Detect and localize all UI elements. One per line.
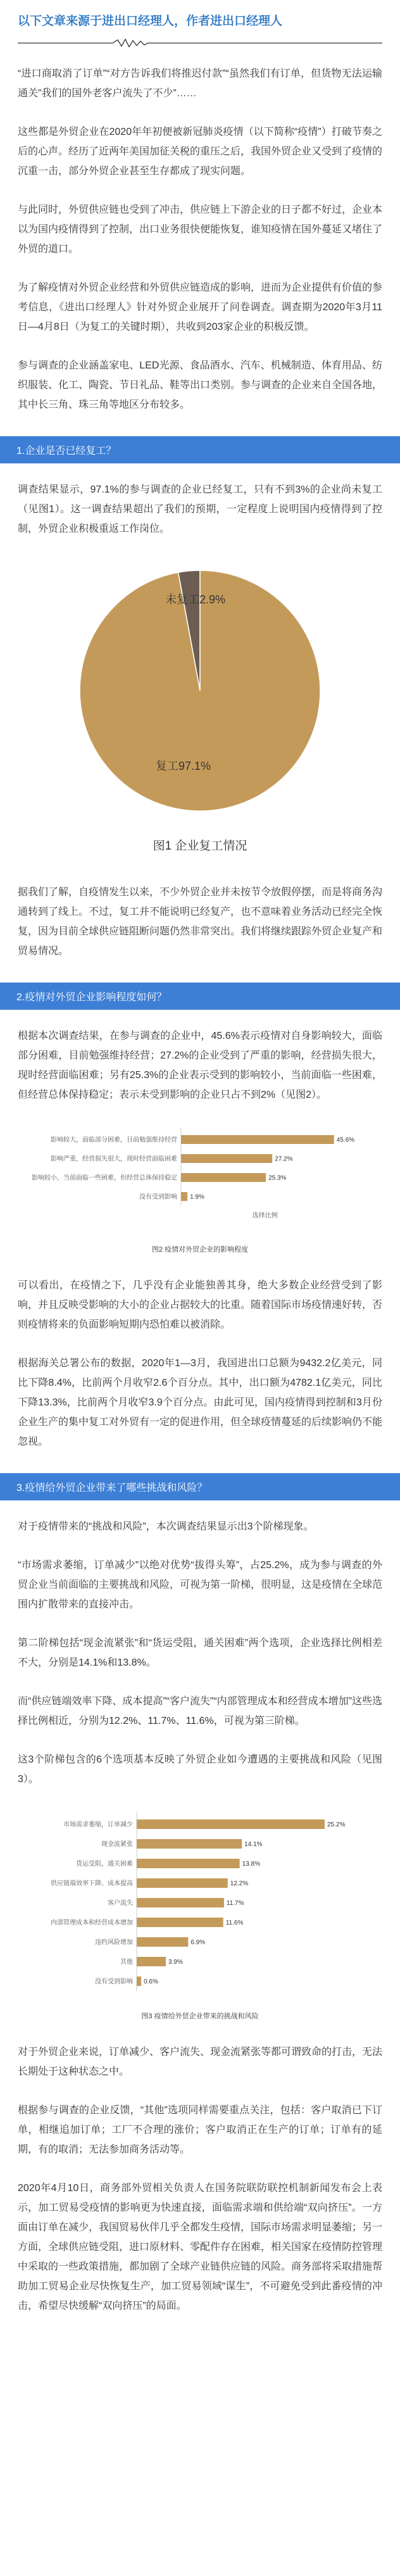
intro-paragraph-4: 为了解疫情对外贸企业经营和外贸供应链造成的影响，进而为企业提供有价值的参考信息，《进出口经理人》针对外贸企业展开了问卷调查。调查期为2020年3月11日—4月8日（为复工的关键时期），共收到203家企业的积极反馈。 (18, 282, 383, 332)
bar-1 (181, 1154, 272, 1163)
bar-5 (137, 1918, 223, 1927)
bar-8 (137, 1976, 141, 1986)
bar-category-label-0: 影响较大，面临部分困难，目前勉强维持经营 (51, 1136, 177, 1144)
bar-chart-challenges (16, 1808, 384, 1998)
section-3-heading: 3.疫情给外贸企业带来了哪些挑战和风险？ (0, 1473, 400, 1500)
pie-label-not-resumed: 未复工2.9% (165, 593, 226, 606)
intro-paragraph-3: 与此同时，外贸供应链也受到了冲击，供应链上下游企业的日子都不好过，企业本以为国内疫情得到了控制，出口业务很快便能恢复，谁知疫情在国外蔓延又堵住了外贸的道口。 (18, 204, 383, 254)
section-1-paragraph-2: 据我们了解，自疫情发生以来，不少外贸企业并未按节令放假停摆，而是将商务沟通转到了线上。不过，复工并不能说明已经复产，也不意味着业务活动已经完全恢复，因为目前全球供应链阻断问题仍然非常突出。我们将继续跟踪外贸企业复产和贸易情况。 (18, 887, 383, 957)
section-3-paragraph-6: 对于外贸企业来说，订单减少、客户流失、现金流紧张等都可谓致命的打击，无法长期处于这种状态之中。 (18, 2047, 383, 2077)
bar-1 (137, 1839, 242, 1849)
bar-value-label-0: 45.6% (336, 1136, 355, 1144)
bar-category-label-0: 市场需求萎缩，订单减少 (63, 1821, 133, 1828)
bar-category-label-2: 影响较小，当前面临一些困难，但经营总体保持稳定 (32, 1174, 177, 1182)
bar-chart-impact (23, 1124, 377, 1231)
bar-value-label-1: 14.1% (244, 1841, 263, 1848)
section-2-paragraph-3: 根据海关总署公布的数据，2020年1—3月，我国进出口总额为9432.2亿美元，同比下降8.4%，比前两个月收窄2.6个百分点。其中，出口额为4782.1亿美元，同比下降13.3%，比前两个月收窄3.9个百分点。由此可见，国内疫情得到控制和3月份企业生产的集中复工对外贸有一定的促进作用，但全球疫情蔓延的后续影响仍不能忽视。 (18, 1358, 383, 1447)
source-header (0, 0, 400, 34)
bar-4 (137, 1898, 224, 1907)
bar-category-label-6: 违约风险增加 (95, 1939, 133, 1946)
bar-value-label-1: 27.2% (275, 1155, 293, 1163)
intro-paragraph-2-text: 这些都是外贸企业在2020年年初便被新冠肺炎疫情（以下简称“疫情”）打破节奏之后的心声。经历了近两年美国加征关税的重压之后，我国外贸企业又受到了疫情的沉重一击，部分外贸企业甚至生存都成了现实问题。 (18, 127, 383, 177)
section-2-paragraph-2: 可以看出，在疫情之下，几乎没有企业能独善其身，绝大多数企业经营受到了影响，并且反映受影响的大小的企业占据较大的比重。随着国际市场疫情速好转，否则疫情将来的负面影响短期内恐怕难以被消除。 (18, 1280, 383, 1330)
section-3-paragraph-5: 这3个阶梯包含的6个选项基本反映了外贸企业如今遭遇的主要挑战和风险（见图3）。 (18, 1754, 382, 1785)
bar-category-label-1: 影响严重，经营损失很大，现时经营面临困难 (51, 1155, 177, 1163)
source-title[interactable]: 以下文章来源于进出口经理人，作者进出口经理人 (18, 15, 283, 28)
bar-category-label-3: 供应链端效率下降、成本提高 (51, 1880, 133, 1887)
figure-2-caption: 图2 疫情对外贸企业的影响程度 (151, 1246, 249, 1253)
bar-value-label-6: 6.9% (191, 1939, 206, 1946)
bar-category-label-3: 没有受到影响 (139, 1193, 177, 1201)
bar-3 (137, 1878, 228, 1888)
section-1-heading: 1.企业是否已经复工？ (0, 436, 400, 463)
section-3-paragraph-2: “市场需求萎缩，订单减少”以绝对优势“拔得头筹”，占25.2%，成为参与调查的外贸企业当前面临的主要挑战和风险，可视为第一阶梯，很明显，这是疫情在全球范围内扩散带来的直接冲击。 (18, 1560, 383, 1610)
pie-chart-resumption (67, 558, 333, 824)
bar-x-axis-label: 选择比例 (252, 1212, 278, 1219)
bar-category-label-5: 内部管理成本和经营成本增加 (51, 1919, 133, 1926)
section-3-paragraph-4: 而“供应链端效率下降、成本提高”“客户流失”“内部管理成本和经营成本增加”这些选择比例相近，分别为12.2%、11.7%、11.6%，可视为第三阶梯。 (18, 1696, 382, 1726)
intro-paragraph-2 (0, 122, 400, 181)
bar-value-label-5: 11.6% (225, 1919, 244, 1926)
bar-3 (181, 1192, 187, 1201)
bar-category-label-1: 现金流紧张 (101, 1841, 133, 1848)
section-2-paragraph-1: 根据本次调查结果，在参与调查的企业中，45.6%表示疫情对自身影响较大，面临部分困难，目前勉强维持经营；27.2%的企业受到了严重的影响，经营损失很大，现时经营面临困难；另有25.3%的企业表示受到的影响较小，当前面临一些困难，但经营总体保持稳定；表示未受到影响的企业只占不到2%（见图2）。 (18, 1031, 382, 1100)
bar-value-label-4: 11.7% (226, 1900, 244, 1907)
pie-slice-0 (80, 570, 320, 811)
bar-value-label-2: 13.8% (242, 1861, 261, 1868)
intro-paragraph-5: 参与调查的企业涵盖家电、LED光源、食品酒水、汽车、机械制造、体育用品、纺织服装、化工、陶瓷、节日礼品、鞋等出口类别。参与调查的企业来自全国各地，其中长三角、珠三角等地区分布较多。 (18, 360, 383, 410)
section-3-paragraph-8: 2020年4月10日，商务部外贸相关负责人在国务院联防联控机制新闻发布会上表示，加工贸易受疫情的影响更为快速直接，面临需求端和供给端“双向挤压”。一方面由订单在减少，我国贸易伙伴几乎全都发生疫情，国际市场需求明显萎缩；另一方面，全球供应链受阻，进口原材料、零配件存在困难，相关国家在疫情防控管理中采取的一些政策措施，都加剧了全球产业链供应链的风险。商务部将采取措施帮助加工贸易企业尽快恢复生产，加工贸易领域“谋生”，不可避免受到此番疫情的冲击，希望尽快缓解“双向挤压”的局面。 (18, 2183, 383, 2311)
bar-7 (137, 1957, 166, 1966)
bar-value-label-8: 0.6% (144, 1978, 158, 1985)
section-3-paragraph-1: 对于疫情带来的“挑战和风险”，本次调查结果显示出3个阶梯现象。 (18, 1521, 314, 1532)
bar-2 (137, 1859, 240, 1868)
bar-value-label-7: 3.9% (168, 1959, 183, 1966)
bar-6 (137, 1937, 188, 1947)
waveform-divider-icon (18, 39, 382, 47)
bar-category-label-8: 没有受到影响 (95, 1978, 133, 1985)
pie-label-resumed: 复工97.1% (156, 760, 211, 772)
bar-0 (181, 1135, 334, 1144)
bar-category-label-7: 其他 (120, 1959, 133, 1966)
bar-value-label-2: 25.3% (268, 1174, 287, 1182)
figure-3-caption: 图3 疫情给外贸企业带来的挑战和风险 (141, 2013, 259, 2020)
figure-1-caption: 图1 企业复工情况 (153, 839, 247, 853)
bar-value-label-3: 12.2% (230, 1880, 249, 1887)
section-3-paragraph-3: 第二阶梯包括“现金流紧张”和“货运受阻，通关困难”两个选项，企业选择比例相差不大，分别是14.1%和13.8%。 (18, 1638, 382, 1668)
section-2-heading: 2.疫情对外贸企业影响程度如何？ (0, 983, 400, 1010)
section-3-paragraph-7: 根据参与调查的企业反馈，“其他”选项同样需要重点关注，包括：客户取消已下订单，相继追加订单；工厂不合理的涨价；客户取消正在生产的订单；订单有的延期，有的取消；无法参加商务活动等。 (18, 2105, 382, 2155)
bar-0 (137, 1819, 325, 1829)
bar-value-label-3: 1.9% (190, 1193, 204, 1201)
bar-category-label-4: 客户流失 (108, 1900, 133, 1907)
section-1-paragraph-1: 调查结果显示，97.1%的参与调查的企业已经复工，只有不到3%的企业尚未复工（见图1）。这一调查结果超出了我们的预期，一定程度上说明国内疫情得到了控制，外贸企业积极重返工作岗位。 (18, 484, 382, 534)
intro-paragraph-1: “进口商取消了订单”“对方告诉我们将推迟付款”“虽然我们有订单，但货物无法运输通关”我们的国外老客户流失了不少”…… (18, 68, 382, 99)
bar-2 (181, 1173, 266, 1182)
bar-value-label-0: 25.2% (327, 1821, 346, 1828)
bar-category-label-2: 货运受阻，通关困难 (76, 1861, 133, 1868)
